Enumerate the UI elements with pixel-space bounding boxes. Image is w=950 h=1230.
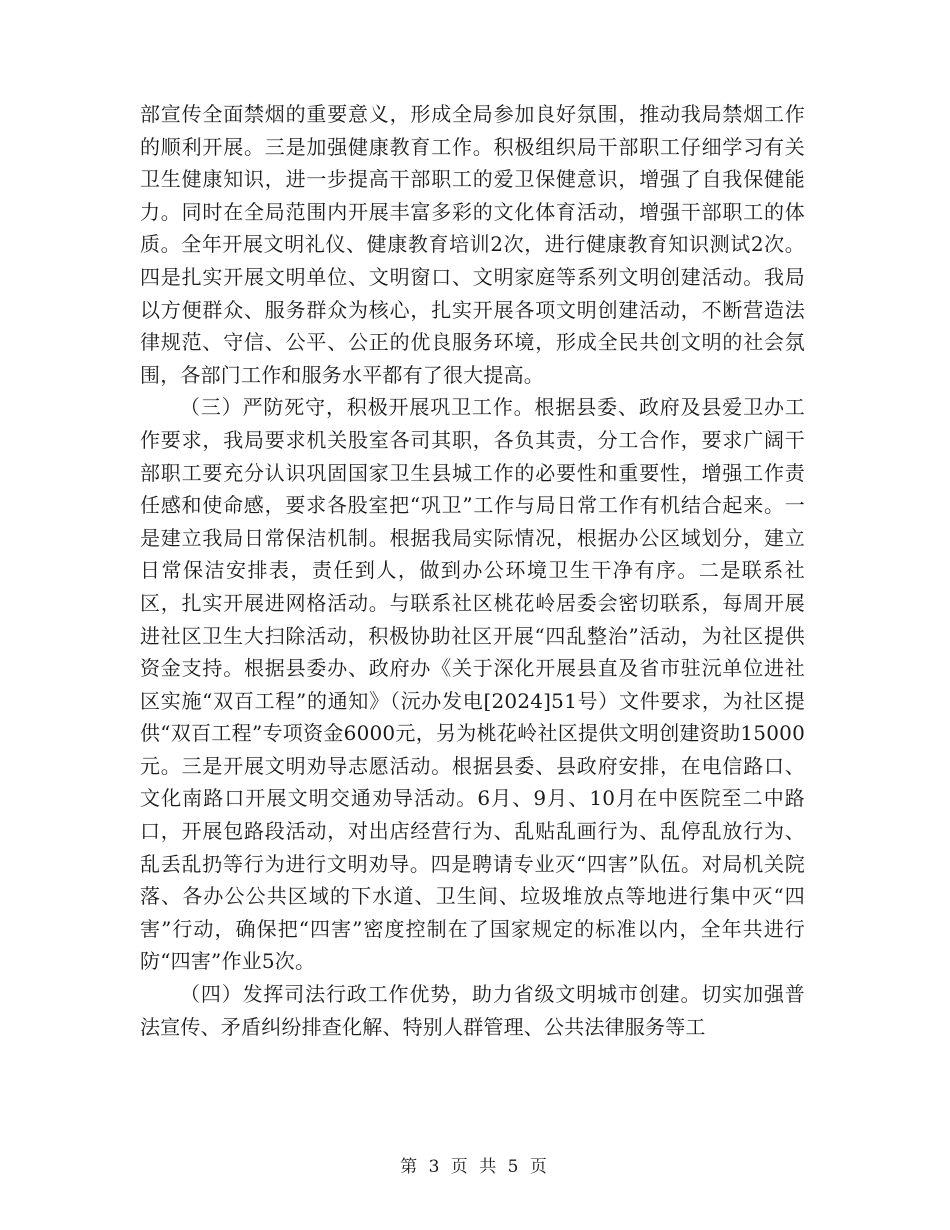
paragraph-1: 部宣传全面禁烟的重要意义，形成全局参加良好氛围，推动我局禁烟工作的顺利开展。三是加强健康教育工作。积极组织局干部职工仔细学习有关卫生健康知识，进一步提高干部职工的爱卫保健意识，增强了自我保健能力。同时在全局范围内开展丰富多彩的文化体育活动，增强干部职工的体质。全年开展文明礼仪、健康教育培训2次，进行健康教育知识测试2次。四是扎实开展文明单位、文明窗口、文明家庭等系列文明创建活动。我局以方便群众、服务群众为核心，扎实开展各项文明创建活动，不断营造法律规范、守信、公平、公正的优良服务环境，形成全民共创文明的社会氛围，各部门工作和服务水平都有了很大提高。 (140, 102, 805, 387)
page-footer: 第 3 页 共 5 页 (400, 1157, 550, 1177)
paragraph-3: （四）发挥司法行政工作优势，助力省级文明城市创建。切实加强普法宣传、矛盾纠纷排查化解、特别人群管理、公共法律服务等工 (140, 982, 805, 1039)
document-body (140, 98, 805, 1043)
paragraph-2: （三）严防死守，积极开展巩卫工作。根据县委、政府及县爱卫办工作要求，我局要求机关股室各司其职，各负其责，分工合作，要求广阔干部职工要充分认识巩固国家卫生县城工作的必要性和重要性，增强工作责任感和使命感，要求各股室把“巩卫”工作与局日常工作有机结合起来。一是建立我局日常保洁机制。根据我局实际情况，根据办公区域划分，建立日常保洁安排表，责任到人，做到办公环境卫生干净有序。二是联系社区，扎实开展进网格活动。与联系社区桃花岭居委会密切联系，每周开展进社区卫生大扫除活动，积极协助社区开展“四乱整治”活动，为社区提供资金支持。根据县委办、政府办《关于深化开展县直及省市驻沅单位进社区实施“双百工程”的通知》（沅办发电[2024]51号）文件要求，为社区提供“双百工程”专项资金6000元，另为桃花岭社区提供文明创建资助15000元。三是开展文明劝导志愿活动。根据县委、县政府安排，在电信路口、文化南路口开展文明交通劝导活动。6月、9月、10月在中医院至二中路口，开展包路段活动，对出店经营行为、乱贴乱画行为、乱停乱放行为、乱丢乱扔等行为进行文明劝导。四是聘请专业灭“四害”队伍。对局机关院落、各办公公共区域的下水道、卫生间、垃圾堆放点等地进行集中灭“四害”行动，确保把“四害”密度控制在了国家规定的标准以内，全年共进行防“四害”作业5次。 (140, 395, 805, 974)
